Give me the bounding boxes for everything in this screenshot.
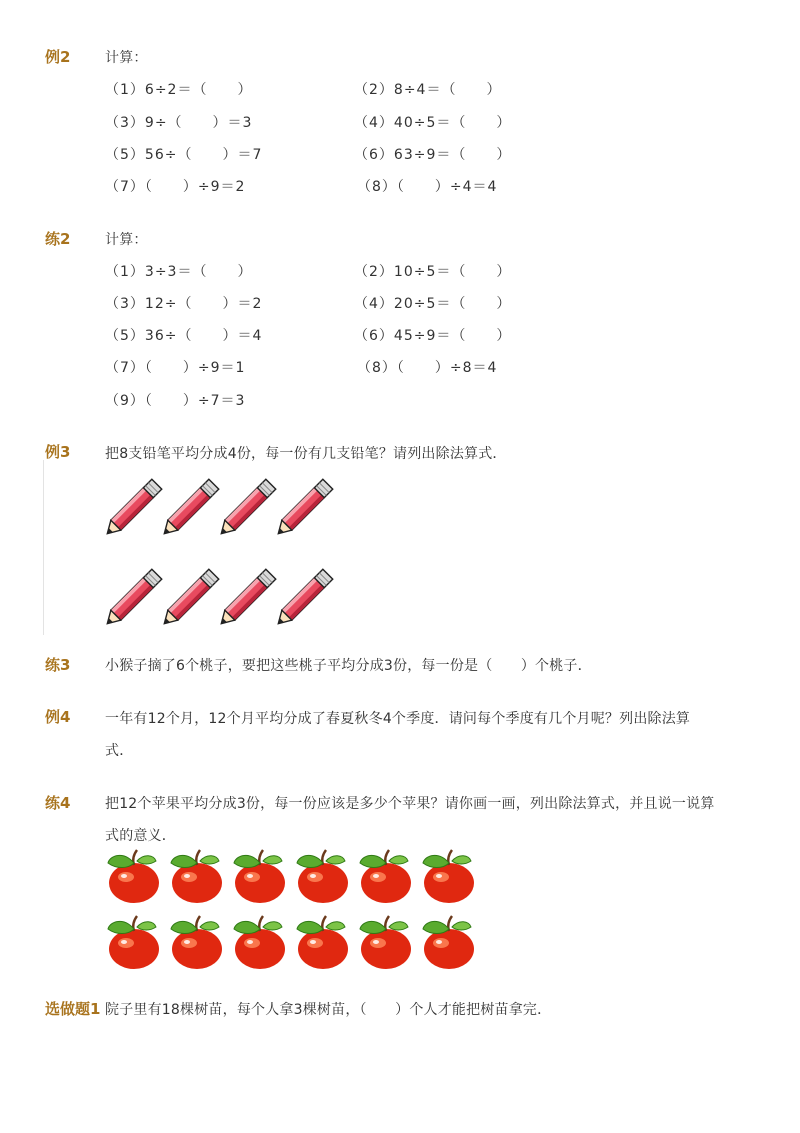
apple-icon xyxy=(104,913,164,971)
example-2-item-4: （4）40÷5＝（ ） xyxy=(354,115,512,131)
apple-icon xyxy=(293,913,353,971)
example-3-question: 把8支铅笔平均分成4份，每一份有几支铅笔？请列出除法算式． xyxy=(105,446,507,462)
example-2-item-5: （5）56÷（ ）＝7 xyxy=(105,147,263,163)
pencil-icon xyxy=(275,468,341,540)
example-2-tag: 例2 xyxy=(45,48,71,66)
practice-2-item-2: （2）10÷5＝（ ） xyxy=(354,264,512,280)
optional-1-question: 院子里有18棵树苗，每个人拿3棵树苗，（ ）个人才能把树苗拿完． xyxy=(105,1002,552,1018)
practice-4-question-line-1: 把12个苹果平均分成3份，每一份应该是多少个苹果？请你画一画，列出除法算式，并且说一说算 xyxy=(105,796,715,812)
example-4-question-line-1: 一年有12个月，12个月平均分成了春夏秋冬4个季度．请问每个季度有几个月呢？列出除法算 xyxy=(105,711,691,727)
practice-2-tag: 练2 xyxy=(45,230,71,248)
practice-3-question: 小猴子摘了6个桃子，要把这些桃子平均分成3份，每一份是（ ）个桃子． xyxy=(105,658,592,674)
example-3-divider xyxy=(43,460,44,635)
practice-2-prompt: 计算： xyxy=(105,232,148,248)
apple-icon xyxy=(293,847,353,905)
apple-icon xyxy=(104,847,164,905)
practice-2-item-5: （5）36÷（ ）＝4 xyxy=(105,328,263,344)
example-4-question-line-2: 式． xyxy=(105,743,134,759)
practice-2-item-1: （1）3÷3＝（ ） xyxy=(105,264,253,280)
apple-icon xyxy=(167,913,227,971)
apple-icon xyxy=(419,847,479,905)
practice-2-item-8: （8）（ ）÷8＝4 xyxy=(357,360,498,376)
example-2-item-1: （1）6÷2＝（ ） xyxy=(105,82,253,98)
example-2-prompt: 计算： xyxy=(105,50,148,66)
practice-2-item-4: （4）20÷5＝（ ） xyxy=(354,296,512,312)
practice-2-item-9: （9）（ ）÷7＝3 xyxy=(105,393,246,409)
practice-2-item-6: （6）45÷9＝（ ） xyxy=(354,328,512,344)
practice-4-tag: 练4 xyxy=(45,794,71,812)
example-2-item-6: （6）63÷9＝（ ） xyxy=(354,147,512,163)
practice-2-item-7: （7）（ ）÷9＝1 xyxy=(105,360,246,376)
apple-icon xyxy=(230,847,290,905)
example-4-tag: 例4 xyxy=(45,708,71,726)
optional-1-tag: 选做题1 xyxy=(45,1000,101,1018)
practice-4-question-line-2: 式的意义． xyxy=(105,828,176,844)
example-2-item-8: （8）（ ）÷4＝4 xyxy=(357,179,498,195)
apple-icon xyxy=(167,847,227,905)
example-2-item-7: （7）（ ）÷9＝2 xyxy=(105,179,246,195)
example-2-item-2: （2）8÷4＝（ ） xyxy=(354,82,502,98)
practice-2-item-3: （3）12÷（ ）＝2 xyxy=(105,296,263,312)
apple-icon xyxy=(419,913,479,971)
apple-icon xyxy=(230,913,290,971)
example-3-tag: 例3 xyxy=(45,443,71,461)
apple-icon xyxy=(356,913,416,971)
apple-icon xyxy=(356,847,416,905)
practice-3-tag: 练3 xyxy=(45,656,71,674)
example-2-item-3: （3）9÷（ ）＝3 xyxy=(105,115,253,131)
pencil-icon xyxy=(275,558,341,630)
